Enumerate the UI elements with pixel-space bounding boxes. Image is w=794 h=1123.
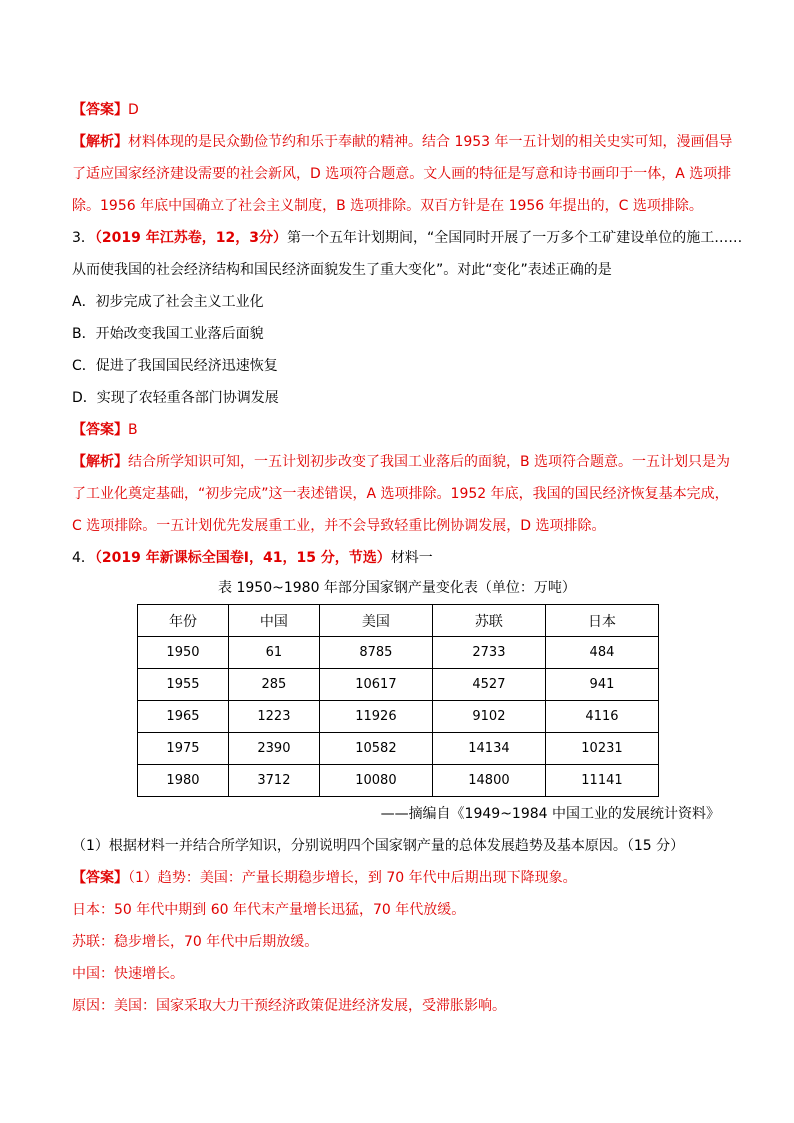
question-stem: 第一个五年计划期间，“全国同时开展了一万多个工矿建设单位的施工……	[286, 230, 743, 246]
cell-usa: 11926	[319, 701, 432, 733]
cell-japan: 484	[545, 637, 658, 669]
cell-year: 1965	[138, 701, 229, 733]
table-row	[138, 765, 659, 797]
q3-option-b: B．开始改变我国工业落后面貌	[72, 326, 264, 342]
cell-ussr: 9102	[432, 701, 545, 733]
answer-value: B	[128, 422, 138, 438]
table-row	[138, 701, 659, 733]
q4-answer-line-3: 苏联：稳步增长，70 年代中后期放缓。	[72, 934, 319, 950]
q4-sub-question: （1）根据材料一并结合所学知识，分别说明四个国家钢产量的总体发展趋势及基本原因。（15 分）	[72, 838, 685, 854]
q4-answer-line-4: 中国：快速增长。	[72, 966, 184, 982]
table-row	[138, 669, 659, 701]
table-row	[138, 637, 659, 669]
question-source: （2019 年江苏卷，12，3分）	[94, 230, 287, 246]
q2-analysis-line-1	[72, 132, 732, 152]
header-japan: 日本	[545, 605, 658, 637]
header-ussr: 苏联	[432, 605, 545, 637]
answer-tag: 【答案】	[72, 422, 128, 438]
q2-analysis-line-3: 除。1956 年底中国确立了社会主义制度，B 选项排除。双百方针是在 1956 年提出的，C 选项排除。	[72, 198, 703, 214]
cell-china: 285	[228, 669, 319, 701]
cell-china: 1223	[228, 701, 319, 733]
cell-ussr: 14800	[432, 765, 545, 797]
answer-value: D	[128, 102, 139, 118]
cell-china: 2390	[228, 733, 319, 765]
question-number: 4．	[72, 550, 95, 566]
analysis-text: 材料体现的是民众勤俭节约和乐于奉献的精神。结合 1953 年一五计划的相关史实可知，漫画倡导	[128, 134, 733, 150]
analysis-tag: 【解析】	[72, 454, 128, 470]
q3-option-a: A．初步完成了社会主义工业化	[72, 294, 264, 310]
table-row	[138, 733, 659, 765]
cell-japan: 10231	[545, 733, 658, 765]
q3-option-d: D．实现了农轻重各部门协调发展	[72, 390, 279, 406]
analysis-text: 结合所学知识可知，一五计划初步改变了我国工业落后的面貌，B 选项符合题意。一五计划只是为	[128, 454, 731, 470]
cell-china: 3712	[228, 765, 319, 797]
q3-option-c: C．促进了我国国民经济迅速恢复	[72, 358, 278, 374]
q4-answer-line-5: 原因：美国：国家采取大力干预经济政策促进经济发展，受滞胀影响。	[72, 998, 506, 1014]
header-china: 中国	[228, 605, 319, 637]
q3-stem-line-2: 从而使我国的社会经济结构和国民经济面貌发生了重大变化”。对此“变化”表述正确的是	[72, 262, 612, 278]
cell-ussr: 14134	[432, 733, 545, 765]
q2-answer-line	[72, 100, 732, 120]
q3-stem-line-1	[72, 228, 743, 248]
answer-tag: 【答案】	[72, 102, 128, 118]
cell-year: 1980	[138, 765, 229, 797]
cell-japan: 11141	[545, 765, 658, 797]
q3-analysis-line-2: 了工业化奠定基础，“初步完成”这一表述错误，A 选项排除。1952 年底，我国的国民经济恢复基本完成，	[72, 486, 729, 502]
table-header-row	[138, 605, 659, 637]
cell-year: 1955	[138, 669, 229, 701]
cell-year: 1950	[138, 637, 229, 669]
cell-usa: 10080	[319, 765, 432, 797]
cell-ussr: 2733	[432, 637, 545, 669]
q4-answer-line-1	[72, 868, 732, 888]
question-source: （2019 年新课标全国卷Ⅰ，41，15 分，节选）	[94, 550, 391, 566]
cell-year: 1975	[138, 733, 229, 765]
cell-usa: 8785	[319, 637, 432, 669]
table-citation: ——摘编自《1949~1984 中国工业的发展统计资料》	[380, 806, 720, 822]
q3-analysis-line-3: C 选项排除。一五计划优先发展重工业，并不会导致轻重比例协调发展，D 选项排除。	[72, 518, 606, 534]
cell-usa: 10582	[319, 733, 432, 765]
header-year: 年份	[138, 605, 229, 637]
table-caption: 表 1950~1980 年部分国家钢产量变化表（单位：万吨）	[218, 580, 576, 596]
cell-china: 61	[228, 637, 319, 669]
analysis-tag: 【解析】	[72, 134, 128, 150]
header-usa: 美国	[319, 605, 432, 637]
question-number: 3．	[72, 230, 95, 246]
q3-answer-line	[72, 420, 732, 440]
answer-tag: 【答案】	[72, 870, 128, 886]
q3-analysis-line-1	[72, 452, 732, 472]
cell-ussr: 4527	[432, 669, 545, 701]
steel-output-table	[137, 604, 659, 797]
answer-text: （1）趋势：美国：产量长期稳步增长，到 70 年代中后期出现下降现象。	[128, 870, 577, 886]
q4-answer-line-2: 日本：50 年代中期到 60 年代末产量增长迅猛，70 年代放缓。	[72, 902, 466, 918]
q2-analysis-line-2: 了适应国家经济建设需要的社会新风，D 选项符合题意。文人画的特征是写意和诗书画印于一体，A 选项排	[72, 166, 732, 182]
cell-japan: 941	[545, 669, 658, 701]
cell-japan: 4116	[545, 701, 658, 733]
q4-stem-line	[72, 548, 732, 568]
material-label: 材料一	[390, 550, 433, 566]
cell-usa: 10617	[319, 669, 432, 701]
